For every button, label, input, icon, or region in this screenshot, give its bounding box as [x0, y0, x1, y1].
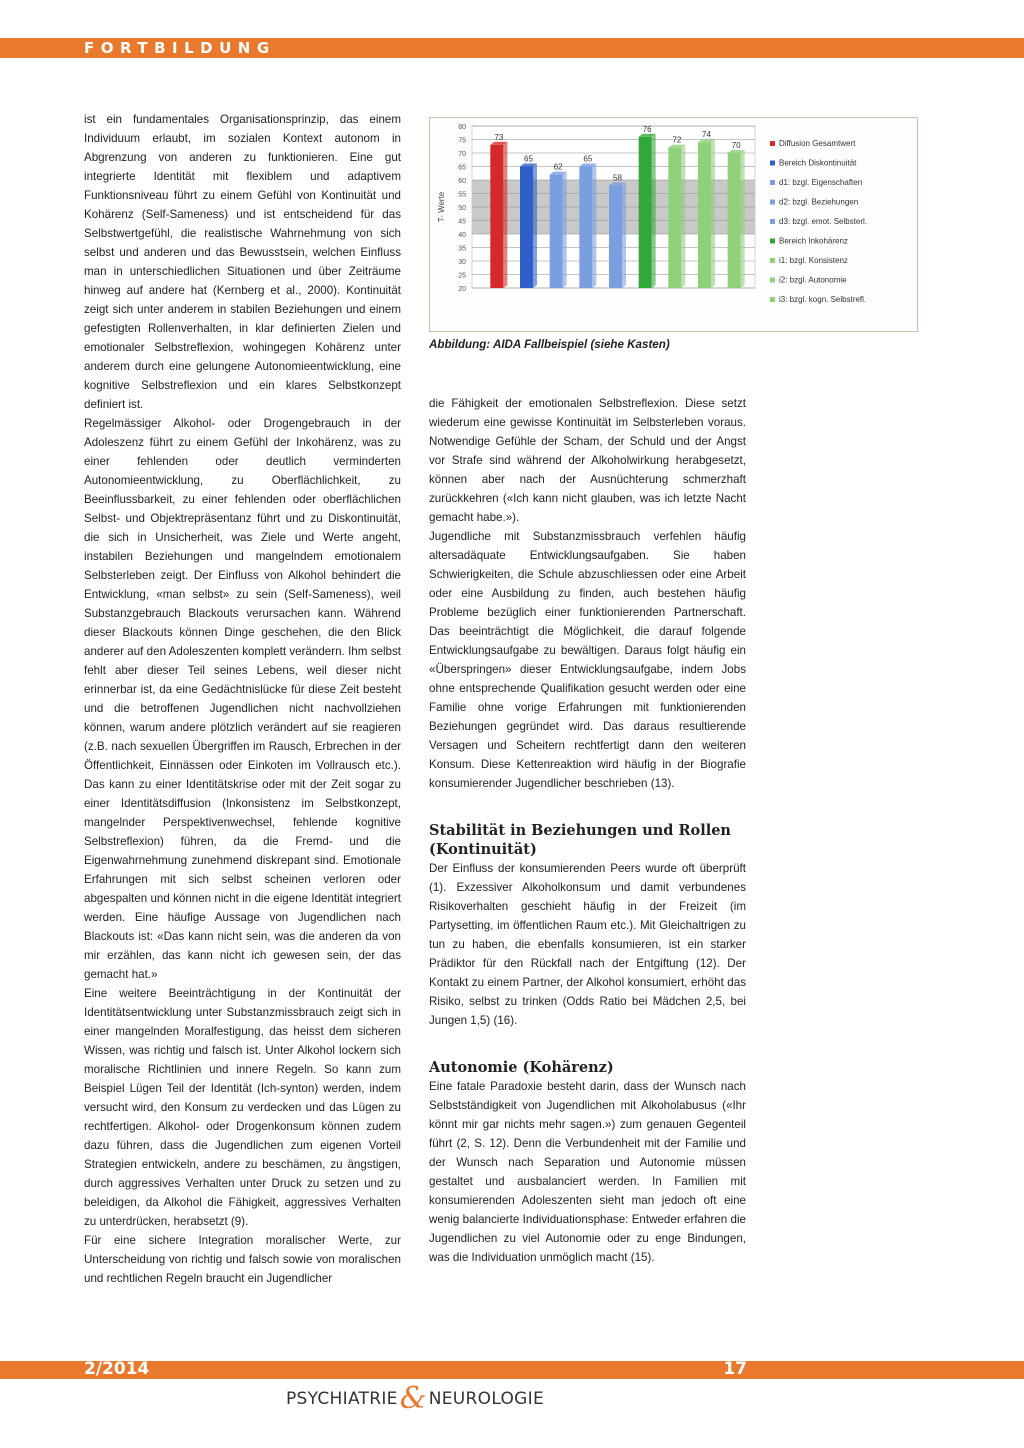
figure-chart — [429, 117, 918, 332]
journal-name-left: PSYCHIATRIE — [285, 1389, 398, 1409]
paragraph: die Fähigkeit der emotionalen Selbstreflexion. Diese setzt wiederum eine gewisse Kontinuität im Selbsterleben voraus. Notwendige Gefühle der Scham, der Schuld und der Angst vor Strafe sind während der Alkoholwirkung herabgesetzt, können aber nach der Ausnüchterung schmerzhaft zurückkehren («Ich kann nicht glauben, was ich letzte Nacht gemacht habe.»). — [429, 397, 746, 524]
y-axis-label: T- Werte — [437, 191, 446, 223]
data-label: 70 — [731, 141, 741, 150]
legend-label: d1: bzgl. Eigenschaften — [779, 178, 863, 187]
legend-label: Diffusion Gesamtwert — [779, 139, 856, 148]
bar — [550, 175, 563, 288]
bar — [520, 167, 533, 289]
paragraph: Für eine sichere Integration moralischer Werte, zur Unterscheidung von richtig und falsch sowie von moralischen und rechtlichen Regeln braucht ein Jugendlicher — [84, 1234, 401, 1285]
legend-label: Bereich Inkohärenz — [779, 236, 848, 246]
y-tick-label: 80 — [458, 124, 466, 131]
legend-swatch — [770, 278, 775, 283]
y-tick-label: 25 — [458, 272, 466, 280]
bar-side — [622, 182, 626, 288]
y-tick-label: 45 — [458, 218, 466, 226]
bar-side — [503, 142, 507, 288]
bar — [490, 145, 503, 288]
bar — [609, 185, 622, 288]
section-label: FORTBILDUNG — [84, 39, 276, 57]
y-tick-label: 35 — [458, 245, 466, 253]
y-tick-label: 55 — [458, 191, 466, 199]
legend-label: Bereich Diskontinuität — [779, 158, 857, 168]
bar — [579, 167, 592, 289]
legend-swatch — [770, 239, 775, 244]
y-tick-label: 30 — [458, 259, 466, 266]
bar-chart — [430, 118, 917, 331]
data-label: 65 — [583, 154, 593, 164]
page-number: 17 — [723, 1359, 747, 1379]
legend-label: i3: bzgl. kogn. Selbstrefl. — [779, 295, 867, 304]
bar — [728, 153, 741, 288]
bar — [639, 137, 652, 288]
bar-side — [711, 139, 715, 288]
legend-swatch — [770, 219, 775, 224]
right-column — [429, 394, 746, 1267]
legend-label: i2: bzgl. Autonomie — [779, 275, 847, 285]
y-tick-label: 50 — [458, 205, 466, 212]
journal-logo — [240, 1380, 590, 1418]
paragraph: Eine weitere Beeinträchtigung in der Kontinuität der Identitätsentwicklung unter Substanzmissbrauch zeigt sich in einer mangelnden Moralfestigung, das heisst dem sicheren Wissen, was richtig und falsch ist. Unter Alkohol lockern sich moralische Richtlinien und innere Regeln. So kann zum Beispiel Lügen Teil der Identität (Ich-synton) werden, indem versucht wird, den Konsum zu verdecken und das Lügen zu rechtfertigen. Alkohol- oder Drogenkonsum können zudem dazu führen, dass die Jugendlichen zum eigenen Vorteil Strategien entwickeln, andere zu beschämen, zu ängstigen, durch aggressives Verhalten unter Druck zu setzen und zu beleidigen, da Alkohol die Fähigkeit, aggressives Verhalten zu unterdrücken, herabsetzt (9). — [84, 987, 401, 1228]
legend-swatch — [770, 180, 775, 185]
data-label: 73 — [494, 132, 504, 142]
y-tick-label: 75 — [458, 137, 466, 145]
paragraph: Jugendliche mit Substanzmissbrauch verfehlen häufig altersadäquate Entwicklungsaufgaben. Sie haben Schwierigkeiten, die Schule abzuschliessen oder eine Arbeit oder eine Ausbildung zu finden, auch bestehen häufig Probleme bezüglich einer funktionierenden Partnerschaft. Das beeinträchtigt die Möglichkeit, die darauf folgende Entwicklungsaufgabe zu bewältigen. Daraus folgt häufig ein «Überspringen» dieser Entwicklungsaufgabe, indem Jobs ohne entsprechende Qualifikation gesucht werden oder eine Familie ohne vorige Erfahrungen mit funktionierenden Beziehungen gegründet wird. Das daraus resultierende Versagen und Scheitern rechtfertigt dann den weiteren Konsum. Diese Kettenreaktion wird häufig in der Biografie konsumierender Jugendlicher beschrieben (13). — [429, 530, 746, 790]
data-label: 58 — [613, 173, 622, 183]
bar-side — [741, 150, 745, 288]
left-column — [84, 110, 401, 1288]
journal-name-right: NEUROLOGIE — [428, 1389, 545, 1409]
legend-swatch — [770, 258, 775, 263]
data-label: 76 — [642, 124, 652, 134]
paragraph: Regelmässiger Alkohol- oder Drogengebrauch in der Adoleszenz führt zu einem Gefühl der Inkohärenz, was zu einer fehlenden oder deutlich verminderten Autonomieentwicklung, zu Oberflächlichkeit, zu Beeinflussbarkeit, zu einer fehlenden oder oberflächlichen Selbst- und Objektrepräsentanz führt und zu Diskontinuität, die sich in Unsicherheit, was Ziele und Werte angeht, instabilen Beziehungen und mangelndem emotionalem Selbsterleben zeigt. Der Einfluss von Alkohol behindert die Entwicklung, «man selbst» zu sein (Self-Sameness), weil Substanzgebrauch Blackouts verursachen kann. Während dieser Blackouts können Dinge geschehen, die den Blick anderer auf den Adoleszenten komplett verändern. Ihm selbst fehlt aber dieser Teil seines Lebens, weil dieser nicht erinnerbar ist, da eine Gedächtnislücke für diese Zeit besteht und die betroffenen Jugendlichen nicht nachvollziehen können, warum andere plötzlich verändert auf sie reagieren (z.B. nach sexuellen Übergriffen im Rausch, Erbrechen in der Öffentlichkeit, Einnässen oder Einkoten im Vollrausch etc.). Das kann zu einer Identitätskrise oder mit der Zeit sogar zu einer Identitätsdiffusion (Inkonsistenz im Selbstkonzept, mangelnder Perspektivenwechsel, fehlende kognitive Selbstreflexion) führen, da die Fremd- und die Eigenwahrnehmung zunehmend diskrepant sind. Emotionale Erfahrungen mit sich selbst scheinen verloren oder abgespalten und können nicht in die eigene Identität integriert werden. Eine häufige Aussage von Jugendlichen nach Blackouts ist: «Das kann nicht sein, was die anderen da von mir erzählen, das kann nicht ich gewesen sein, der das gemacht hat.» — [84, 417, 401, 981]
section-heading: Autonomie (Kohärenz) — [429, 1059, 614, 1076]
y-tick-label: 40 — [458, 232, 466, 239]
footer-bar — [0, 1361, 1024, 1379]
paragraph: Eine fatale Paradoxie besteht darin, dass der Wunsch nach Selbstständigkeit von Jugendlichen mit Alkoholabusus («Ihr könnt mir gar nichts mehr sagen.») zum genauen Gegenteil führt (2, S. 12). Denn die Verbundenheit mit der Familie und der Wunsch nach Separation und Autonomie müssen gestaltet und ausbalanciert werden. In Familien mit konsumierenden Adoleszenten sieht man jedoch oft eine wenig balancierte Individuationsphase: Entweder erfahren die Jugendlichen zu viel Autonomie oder zu enge Bindungen, was die Individuation unmöglich macht (15). — [429, 1080, 746, 1264]
data-label: 65 — [524, 154, 533, 164]
bar-side — [563, 172, 567, 288]
bar-side — [681, 145, 685, 288]
bar-side — [533, 164, 537, 289]
bar-side — [592, 164, 596, 289]
legend-swatch — [770, 200, 775, 205]
figure-caption: Abbildung: AIDA Fallbeispiel (siehe Kasten) — [429, 338, 670, 351]
legend-label: d3: bzgl. emot. Selbsterl. — [779, 217, 868, 226]
bar — [698, 142, 711, 288]
issue-number: 2/2014 — [84, 1359, 150, 1379]
bar — [668, 148, 681, 288]
paragraph: Der Einfluss der konsumierenden Peers wurde oft überprüft (1). Exzessiver Alkoholkonsum und damit verbundenes Risikoverhalten geschieht häufig in der Freizeit (im Partysetting, im öffentlichen Raum etc.). Mit Gleichaltrigen zu tun zu haben, die ebenfalls konsumieren, ist ein starker Prädiktor für den Rückfall nach der Entgiftung (12). Der Kontakt zu einem Partner, der Alkohol konsumiert, erhöht das Risiko, selbst zu trinken (Odds Ratio bei Mädchen 2,5, bei Jungen 1,5) (16). — [429, 862, 746, 1027]
y-tick-label: 65 — [458, 164, 466, 172]
data-label: 72 — [672, 135, 682, 145]
legend-label: i1: bzgl. Konsistenz — [779, 256, 848, 265]
paragraph: ist ein fundamentales Organisationsprinzip, das einem Individuum erlaubt, im sozialen Kontext autonom in Abgrenzung von anderen zu funktionieren. Eine gut integrierte Identität mit flexiblem und adaptivem Funktionsniveau führt zu einem Gefühl von Kontinuität und Kohärenz (Self-Sameness) und ist entscheidend für das Selbstwertgefühl, die realistische Wahrnehmung von sich selbst und anderen und das Bewusstsein, welchen Einfluss man in unterschiedlichen Situationen und über Zeiträume hinweg auf andere hat (Kernberg et al., 2000). Kontinuität zeigt sich unter anderem in stabilen Beziehungen und einem gefestigten Rollenverhalten, in klar definierten Zielen und emotionaler Selbstreflexion, wohingegen Kohärenz unter anderem durch eine gelungene Autonomieentwicklung, eine kognitive Selbstreflexion und ein klares Selbstkonzept definiert ist. — [84, 113, 401, 411]
legend-swatch — [770, 297, 775, 302]
y-tick-label: 60 — [458, 178, 466, 185]
data-label: 74 — [702, 130, 711, 140]
legend-label: d2: bzgl. Beziehungen — [779, 197, 859, 207]
section-heading: Stabilität in Beziehungen und Rollen (Kontinuität) — [429, 822, 731, 858]
data-label: 62 — [553, 162, 563, 172]
bar-side — [652, 134, 656, 288]
legend-swatch — [770, 141, 775, 146]
legend-swatch — [770, 161, 775, 166]
journal-ampersand: & — [399, 1381, 427, 1416]
y-tick-label: 20 — [458, 286, 466, 293]
y-tick-label: 70 — [458, 151, 466, 158]
